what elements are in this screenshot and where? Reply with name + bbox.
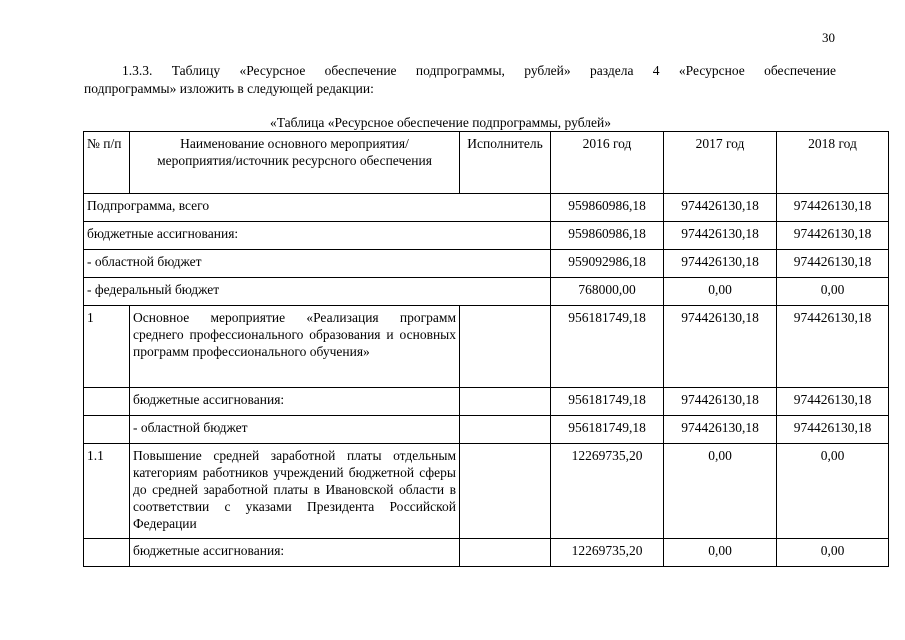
row-number: 1.1 [84,444,130,539]
header-executor: Исполнитель [460,132,551,194]
row-number [84,539,130,567]
value-2017: 974426130,18 [664,388,777,416]
row-number [84,416,130,444]
row-executor [460,388,551,416]
row-label: - федеральный бюджет [84,278,551,306]
row-executor [460,444,551,539]
table-row [84,278,889,306]
header-2018: 2018 год [777,132,889,194]
value-2016: 12269735,20 [551,539,664,567]
row-name: бюджетные ассигнования: [130,539,460,567]
table-header-row [84,132,889,194]
page-number: 30 [822,30,835,45]
value-2017: 974426130,18 [664,416,777,444]
header-2017: 2017 год [664,132,777,194]
value-2016: 956181749,18 [551,416,664,444]
value-2017: 0,00 [664,539,777,567]
intro-line-1: 1.3.3. Таблицу «Ресурсное обеспечение подпрограммы, рублей» раздела 4 «Ресурсное обеспечение [122,63,836,78]
resource-table [83,131,889,567]
row-name: бюджетные ассигнования: [130,388,460,416]
row-label: бюджетные ассигнования: [84,222,551,250]
value-2016: 956181749,18 [551,388,664,416]
row-executor [460,306,551,388]
value-2016: 959092986,18 [551,250,664,278]
value-2018: 974426130,18 [777,416,889,444]
row-executor [460,416,551,444]
table-row [84,194,889,222]
table-row [84,306,889,388]
value-2017: 974426130,18 [664,194,777,222]
value-2018: 974426130,18 [777,388,889,416]
table-row [84,250,889,278]
table-caption: «Таблица «Ресурсное обеспечение подпрограммы, рублей» [270,115,611,130]
table-row [84,444,889,539]
row-number: 1 [84,306,130,388]
row-number [84,388,130,416]
value-2017: 974426130,18 [664,306,777,388]
row-name: Повышение средней заработной платы отдельным категориям работников учреждений бюджетной сферы до средней заработной платы в Ивановской области в соответствии с указами Президента Российской Федерации [130,444,460,539]
table-row [84,222,889,250]
header-name: Наименование основного мероприятия/мероприятия/источник ресурсного обеспечения [130,132,460,194]
row-label: Подпрограмма, всего [84,194,551,222]
value-2018: 0,00 [777,444,889,539]
table-row [84,416,889,444]
value-2018: 974426130,18 [777,250,889,278]
value-2018: 974426130,18 [777,194,889,222]
header-2016: 2016 год [551,132,664,194]
value-2018: 974426130,18 [777,306,889,388]
header-num: № п/п [84,132,130,194]
intro-paragraph [84,62,836,98]
value-2016: 12269735,20 [551,444,664,539]
value-2016: 959860986,18 [551,222,664,250]
value-2017: 974426130,18 [664,222,777,250]
value-2018: 0,00 [777,539,889,567]
value-2016: 956181749,18 [551,306,664,388]
value-2017: 0,00 [664,444,777,539]
table-row [84,539,889,567]
row-name: Основное мероприятие «Реализация программ среднего профессионального образования и основных программ профессионального обучения» [130,306,460,388]
row-label: - областной бюджет [84,250,551,278]
value-2018: 0,00 [777,278,889,306]
table-row [84,388,889,416]
row-name: - областной бюджет [130,416,460,444]
value-2017: 0,00 [664,278,777,306]
intro-line-2: подпрограммы» изложить в следующей редакции: [84,81,374,96]
value-2017: 974426130,18 [664,250,777,278]
value-2016: 959860986,18 [551,194,664,222]
value-2018: 974426130,18 [777,222,889,250]
value-2016: 768000,00 [551,278,664,306]
row-executor [460,539,551,567]
